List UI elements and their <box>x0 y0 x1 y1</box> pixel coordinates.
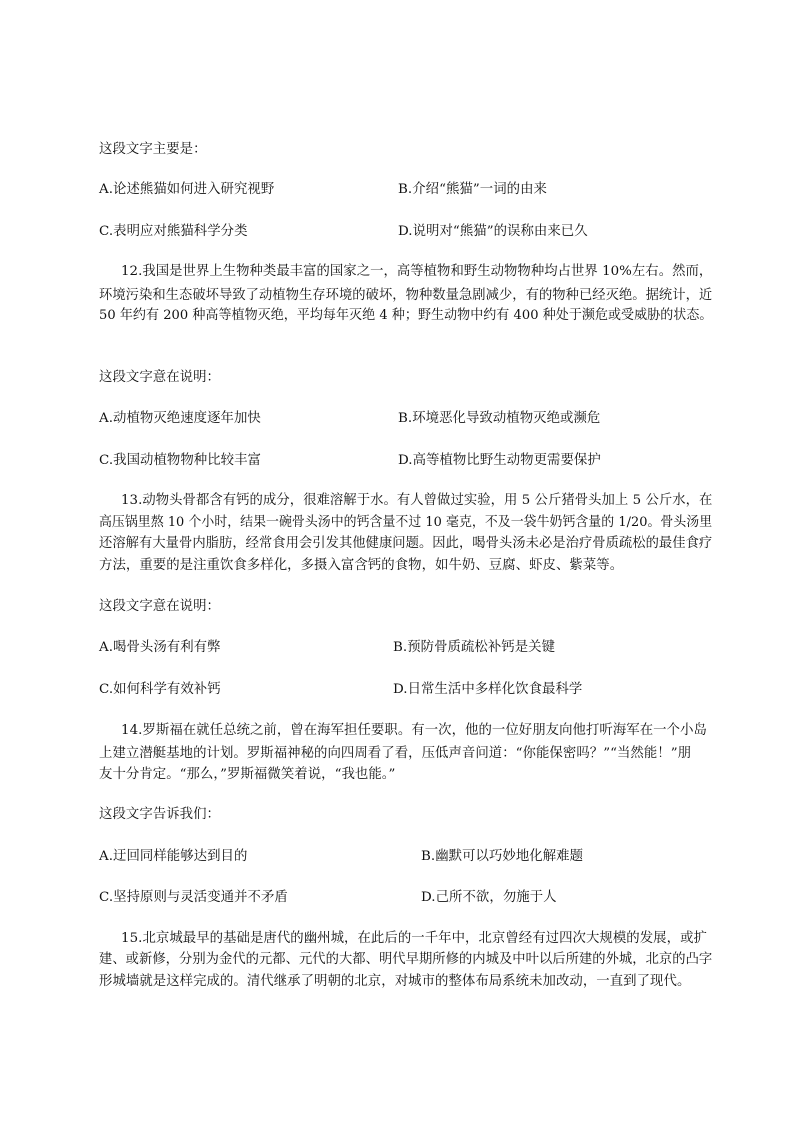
q13-stem-line-2: 高压锅里熬 10 个小时，结果一碗骨头汤中的钙含量不过 10 毫克，不及一袋牛奶钙含量的 1/20。骨头汤里 <box>99 515 713 530</box>
q15-stem-line-1: 15.北京城最早的基础是唐代的幽州城，在此后的一千年中，北京曾经有过四次大规模的发展，或扩 <box>121 931 707 946</box>
q13-option-c: C.如何科学有效补钙 <box>99 682 221 697</box>
q11-option-c: C.表明应对熊猫科学分类 <box>99 224 248 239</box>
q11-option-b: B.介绍“熊猫”一词的由来 <box>398 182 547 197</box>
q11-option-a: A.论述熊猫如何进入研究视野 <box>99 182 275 197</box>
q11-prompt: 这段文字主要是： <box>99 142 207 157</box>
q14-option-c: C.坚持原则与灵活变通并不矛盾 <box>99 890 288 905</box>
q13-option-a: A.喝骨头汤有利有弊 <box>99 640 221 655</box>
q14-option-a: A.迂回同样能够达到目的 <box>99 849 248 864</box>
q12-stem-line-2: 环境污染和生态破坏导致了动植物生存环境的破坏，物种数量急剧减少，有的物种已经灭绝。据统计，近 <box>99 288 713 303</box>
q13-option-d: D.日常生活中多样化饮食最科学 <box>393 682 583 697</box>
q14-stem-line-2: 上建立潜艇基地的计划。罗斯福神秘的向四周看了看，压低声音问道：“你能保密吗？”“当然能！”朋 <box>99 746 692 761</box>
q15-stem-line-3: 形城墙就是这样完成的。清代继承了明朝的北京，对城市的整体布局系统未加改动，一直到了现代。 <box>99 974 691 989</box>
q12-stem-line-3: 50 年约有 200 种高等植物灭绝，平均每年灭绝 4 种；野生动物中约有 400 种处于濒危或受威胁的状态。 <box>99 308 713 323</box>
q15-stem-line-2: 建、或新修，分别为金代的元都、元代的大都、明代早期所修的内城及中叶以后所建的外城，北京的凸字 <box>99 952 713 967</box>
q13-option-b: B.预防骨质疏松补钙是关键 <box>393 640 556 655</box>
q13-stem-line-1: 13.动物头骨都含有钙的成分，很难溶解于水。有人曾做过实验，用 5 公斤猪骨头加上 5 公斤水，在 <box>121 493 713 508</box>
q12-option-c: C.我国动植物物种比较丰富 <box>99 453 261 468</box>
q14-option-d: D.己所不欲，勿施于人 <box>421 890 557 905</box>
q12-option-b: B.环境恶化导致动植物灭绝或濒危 <box>398 411 601 426</box>
q11-option-d: D.说明对“熊猫”的误称由来已久 <box>398 224 588 239</box>
q14-prompt: 这段文字告诉我们： <box>99 807 220 822</box>
q13-stem-line-4: 方法，重要的是注重饮食多样化，多摄入富含钙的食物，如牛奶、豆腐、虾皮、紫菜等。 <box>99 558 624 573</box>
q14-stem-line-3: 友十分肯定。“那么，”罗斯福微笑着说，“我也能。” <box>99 767 396 782</box>
q12-stem-line-1: 12.我国是世界上生物种类最丰富的国家之一，高等植物和野生动物物种均占世界 10%左右。然而， <box>121 264 713 279</box>
q14-stem-line-1: 14.罗斯福在就任总统之前，曾在海军担任要职。有一次，他的一位好朋友向他打听海军在一个小岛 <box>121 723 707 738</box>
q13-stem-line-3: 还溶解有大量骨内脂肪，经常食用会引发其他健康问题。因此，喝骨头汤未必是治疗骨质疏松的最佳食疗 <box>99 536 713 551</box>
q12-option-a: A.动植物灭绝速度逐年加快 <box>99 411 261 426</box>
q14-option-b: B.幽默可以巧妙地化解难题 <box>421 849 584 864</box>
q12-prompt: 这段文字意在说明： <box>99 370 220 385</box>
q13-prompt: 这段文字意在说明： <box>99 599 220 614</box>
q12-option-d: D.高等植物比野生动物更需要保护 <box>398 453 601 468</box>
